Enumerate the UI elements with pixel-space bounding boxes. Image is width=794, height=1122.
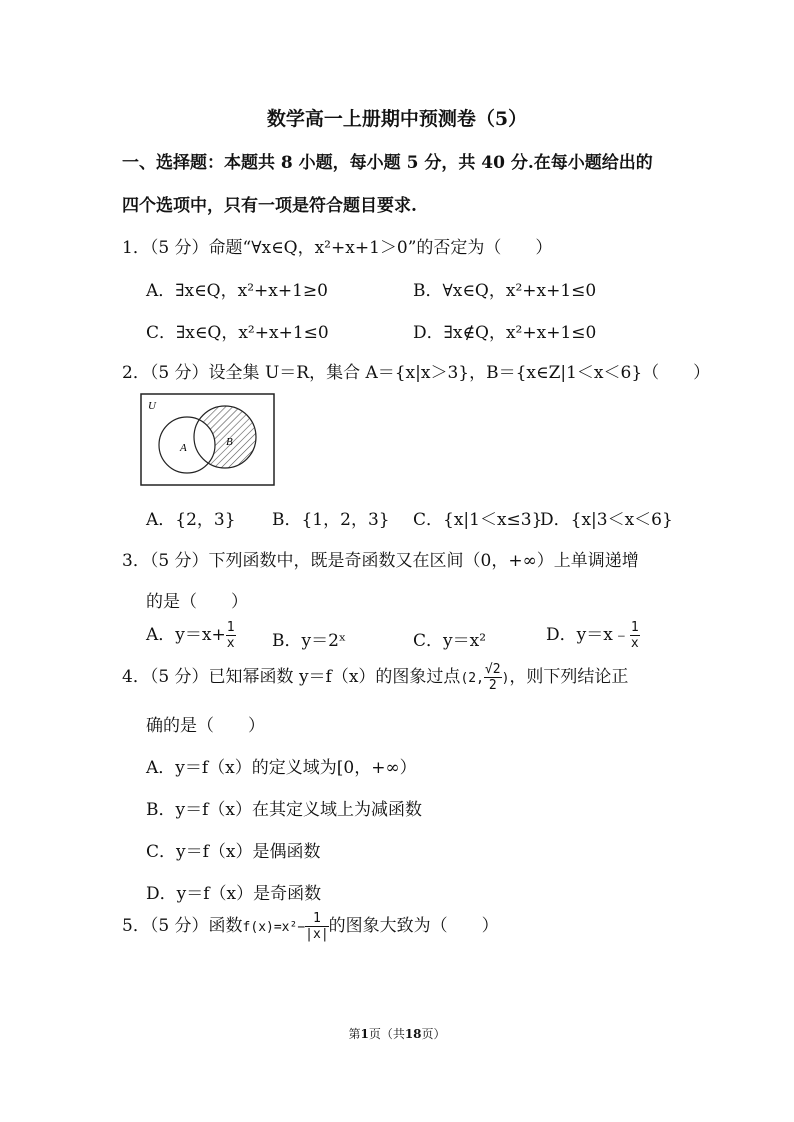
question-2-option-a: A．{2，3} [146, 510, 236, 530]
section-header-line2: 四个选项中，只有一项是符合题目要求. [122, 196, 417, 216]
function-expression: f(x)=x²− [242, 920, 306, 935]
question-2-option-c: C．{x|1＜x≤3} [413, 510, 543, 530]
section-header-line1: 一、选择题：本题共 8 小题，每小题 5 分，共 40 分.在每小题给出的 [122, 153, 653, 173]
question-4-stem-pre: 4．（5 分）已知幂函数 y＝f（x）的图象过点 [122, 667, 461, 687]
question-3-option-c: C．y＝x² [413, 631, 487, 651]
venn-diagram [140, 393, 275, 486]
venn-label-u: U [148, 400, 156, 412]
fraction [305, 912, 328, 941]
question-5-stem-pre: 5．（5 分）函数 [122, 916, 243, 936]
footer-total-pages: 18 [404, 1027, 422, 1041]
footer-pre: 第 [348, 1027, 361, 1041]
venn-label-b: B [226, 436, 233, 448]
question-4-stem-line1 [122, 662, 628, 692]
question-1-option-a: A．∃x∈Q，x²+x+1≥0 [146, 281, 328, 301]
question-1-option-b: B．∀x∈Q，x²+x+1≤0 [413, 281, 597, 301]
fraction-denominator: |x| [305, 927, 329, 942]
question-4-option-d: D．y＝f（x）是奇函数 [146, 884, 322, 904]
question-5-stem-post: 的图象大致为（ ） [328, 916, 499, 936]
question-5-stem [122, 911, 499, 941]
question-3-option-b: B．y＝2ˣ [272, 631, 347, 651]
question-3-option-a [146, 620, 236, 650]
fraction-denominator: x [226, 636, 235, 651]
question-2-stem: 2．（5 分）设全集 U＝R，集合 A＝{x|x＞3}，B＝{x∈Z|1＜x＜6}（ ） [122, 363, 711, 383]
question-4-stem-line2: 确的是（ ） [146, 716, 265, 736]
question-4-stem-post: ，则下列结论正 [509, 667, 629, 687]
point-open: (2, [460, 671, 484, 686]
venn-label-a: A [180, 442, 187, 454]
question-3-option-d [546, 620, 640, 650]
question-3-stem-line1: 3．（5 分）下列函数中，既是奇函数又在区间（0，+∞）上单调递增 [122, 551, 639, 571]
footer-post: 页） [421, 1027, 446, 1041]
page-footer [0, 1025, 794, 1042]
question-3-option-d-text: D．y＝x﹣ [546, 625, 630, 645]
question-1-option-d: D．∃x∉Q，x²+x+1≤0 [413, 323, 597, 343]
fraction-numerator: 1 [226, 620, 235, 635]
fraction-numerator: 1 [630, 620, 639, 635]
fraction [226, 621, 236, 650]
fraction-denominator: x [630, 636, 639, 651]
question-4-option-a: A．y＝f（x）的定义域为[0，+∞） [146, 758, 417, 778]
fraction-numerator: 1 [305, 912, 328, 927]
question-4-option-c: C．y＝f（x）是偶函数 [146, 842, 321, 862]
question-3-option-a-text: A．y＝x+ [146, 625, 226, 645]
footer-mid: 页（共 [368, 1027, 405, 1041]
point-close: ) [501, 671, 510, 686]
footer-page-number: 1 [360, 1027, 369, 1041]
fraction [484, 663, 502, 692]
fraction-numerator: √2 [484, 662, 501, 677]
question-3-stem-line2: 的是（ ） [146, 592, 248, 612]
question-4-option-b: B．y＝f（x）在其定义域上为减函数 [146, 800, 422, 820]
page-title: 数学高一上册期中预测卷（5） [266, 108, 528, 130]
question-2-option-d: D．{x|3＜x＜6} [540, 510, 673, 530]
question-1-option-c: C．∃x∈Q，x²+x+1≤0 [146, 323, 329, 343]
fraction [630, 621, 640, 650]
question-1-stem: 1．（5 分）命题“∀x∈Q，x²+x+1＞0”的否定为（ ） [122, 238, 553, 258]
fraction-denominator: 2 [488, 678, 497, 693]
question-2-option-b: B．{1，2，3} [272, 510, 390, 530]
